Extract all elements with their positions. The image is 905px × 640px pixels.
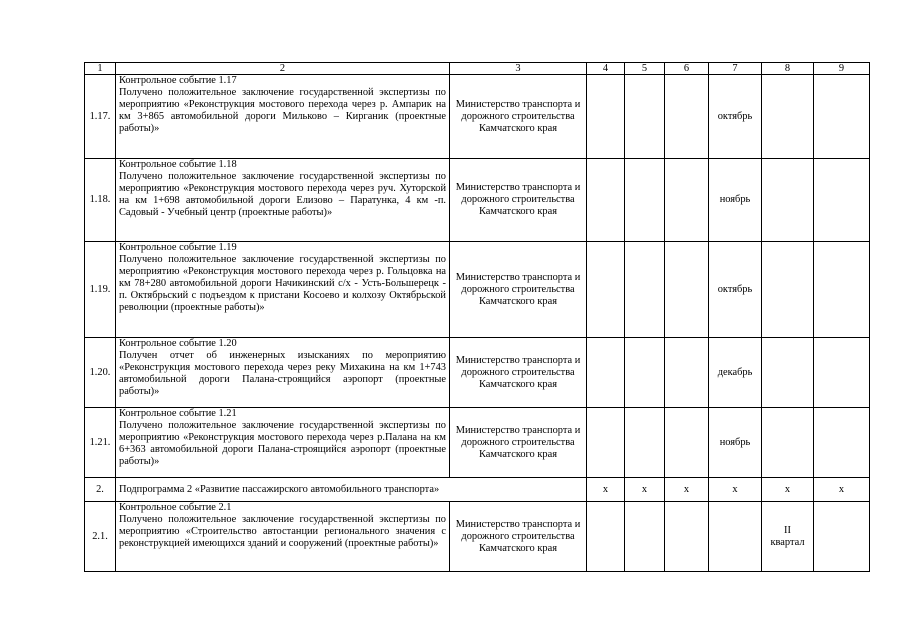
table-row	[85, 502, 870, 572]
cell-col-5	[625, 408, 665, 478]
responsible-executor: Министерство транспорта и дорожного строительства Камчатского края	[450, 408, 587, 478]
quarter-number: II	[784, 524, 791, 536]
cell-col-8	[762, 338, 814, 408]
cell-col-5	[625, 242, 665, 338]
row-number: 2.	[85, 478, 116, 502]
cell-col-9	[814, 75, 870, 159]
cell-col-5	[625, 502, 665, 572]
event-title: Контрольное событие 1.19	[119, 242, 237, 253]
header-col-6: 6	[665, 63, 709, 75]
header-col-1: 1	[85, 63, 116, 75]
event-description	[116, 242, 450, 338]
responsible-executor: Министерство транспорта и дорожного строительства Камчатского края	[450, 159, 587, 242]
event-text: Получено положительное заключение государственной экспертизы по мероприятию «Реконструкция мостового перехода через р. Ампарик на км 3+865 автомобильной дороги Мильково – Кирганик (проектные работы)»	[119, 87, 446, 134]
event-text: Получен отчет об инженерных изысканиях по мероприятию «Реконструкция мостового перехода через реку Михакина на км 1+743 автомобильной дороги Палана-строящийся аэропорт (проектные работы)»	[119, 350, 446, 397]
row-number: 1.17.	[85, 75, 116, 159]
row-number: 1.20.	[85, 338, 116, 408]
table-row	[85, 338, 870, 408]
cell-col-6	[665, 338, 709, 408]
cell-col-7	[709, 502, 762, 572]
table-row	[85, 159, 870, 242]
event-text: Получено положительное заключение государственной экспертизы по мероприятию «Реконструкция мостового перехода через р. Гольцовка на км 78+280 автомобильной дороги Начикинский с/х - Усть-Большерецк - п. Октябрьский с подъездом к пристани Косоево и колхозу Октябрьской революции (проектные работы)»	[119, 254, 446, 313]
header-col-3: 3	[450, 63, 587, 75]
header-col-2: 2	[116, 63, 450, 75]
subprogram-title: Подпрограмма 2 «Развитие пассажирского автомобильного транспорта»	[116, 478, 587, 502]
cell-col-9	[814, 408, 870, 478]
cell-col-7: x	[709, 478, 762, 502]
cell-col-9	[814, 338, 870, 408]
cell-col-4: x	[587, 478, 625, 502]
cell-col-7: ноябрь	[709, 408, 762, 478]
row-number: 1.19.	[85, 242, 116, 338]
cell-col-5	[625, 75, 665, 159]
cell-col-8: x	[762, 478, 814, 502]
cell-col-6	[665, 75, 709, 159]
cell-col-4	[587, 338, 625, 408]
event-description	[116, 408, 450, 478]
cell-col-7: декабрь	[709, 338, 762, 408]
responsible-executor: Министерство транспорта и дорожного строительства Камчатского края	[450, 242, 587, 338]
cell-col-9: x	[814, 478, 870, 502]
cell-col-6	[665, 502, 709, 572]
cell-col-6	[665, 242, 709, 338]
event-text: Получено положительное заключение государственной экспертизы по мероприятию «Реконструкция мостового перехода через р.Палана на км 6+363 автомобильной дороги Палана-строящийся аэропорт (проектные работы)»	[119, 420, 446, 467]
subprogram-row	[85, 478, 870, 502]
table-row	[85, 242, 870, 338]
event-description	[116, 338, 450, 408]
cell-col-4	[587, 502, 625, 572]
cell-col-4	[587, 408, 625, 478]
cell-col-9	[814, 159, 870, 242]
cell-col-8	[762, 242, 814, 338]
cell-col-6	[665, 408, 709, 478]
event-title: Контрольное событие 1.20	[119, 338, 237, 349]
cell-col-7: октябрь	[709, 75, 762, 159]
event-text: Получено положительное заключение государственной экспертизы по мероприятию «Реконструкция мостового перехода через руч. Хуторской на км 1+698 автомобильной дороги Елизово – Паратунка, 4 км -п. Садовый - Учебный центр (проектные работы)»	[119, 171, 446, 218]
row-number: 1.21.	[85, 408, 116, 478]
event-title: Контрольное событие 1.17	[119, 75, 237, 86]
responsible-executor: Министерство транспорта и дорожного строительства Камчатского края	[450, 75, 587, 159]
header-col-4: 4	[587, 63, 625, 75]
event-title: Контрольное событие 1.21	[119, 408, 237, 419]
control-events-table	[84, 62, 870, 572]
event-text: Получено положительное заключение государственной экспертизы по мероприятию «Строительство автостанции регионального значения с реконструкцией имеющихся зданий и сооружений (проектные работы)»	[119, 514, 446, 549]
event-description	[116, 75, 450, 159]
responsible-executor: Министерство транспорта и дорожного строительства Камчатского края	[450, 502, 587, 572]
cell-col-8	[762, 408, 814, 478]
cell-col-4	[587, 159, 625, 242]
header-col-7: 7	[709, 63, 762, 75]
header-col-5: 5	[625, 63, 665, 75]
event-description	[116, 502, 450, 572]
cell-col-8	[762, 159, 814, 242]
cell-col-5	[625, 159, 665, 242]
event-description	[116, 159, 450, 242]
header-row	[85, 63, 870, 75]
table-row	[85, 75, 870, 159]
cell-col-8	[762, 75, 814, 159]
cell-col-7: ноябрь	[709, 159, 762, 242]
header-col-9: 9	[814, 63, 870, 75]
cell-col-6: x	[665, 478, 709, 502]
cell-col-9	[814, 242, 870, 338]
header-col-8: 8	[762, 63, 814, 75]
event-title: Контрольное событие 2.1	[119, 502, 232, 513]
row-number: 1.18.	[85, 159, 116, 242]
cell-col-5: x	[625, 478, 665, 502]
event-title: Контрольное событие 1.18	[119, 159, 237, 170]
cell-col-9	[814, 502, 870, 572]
cell-col-8	[762, 502, 814, 572]
cell-col-5	[625, 338, 665, 408]
cell-col-4	[587, 242, 625, 338]
quarter-label: квартал	[770, 536, 805, 548]
table-row	[85, 408, 870, 478]
row-number: 2.1.	[85, 502, 116, 572]
cell-col-6	[665, 159, 709, 242]
cell-col-7: октябрь	[709, 242, 762, 338]
control-events-table-page	[84, 62, 870, 572]
responsible-executor: Министерство транспорта и дорожного строительства Камчатского края	[450, 338, 587, 408]
cell-col-4	[587, 75, 625, 159]
